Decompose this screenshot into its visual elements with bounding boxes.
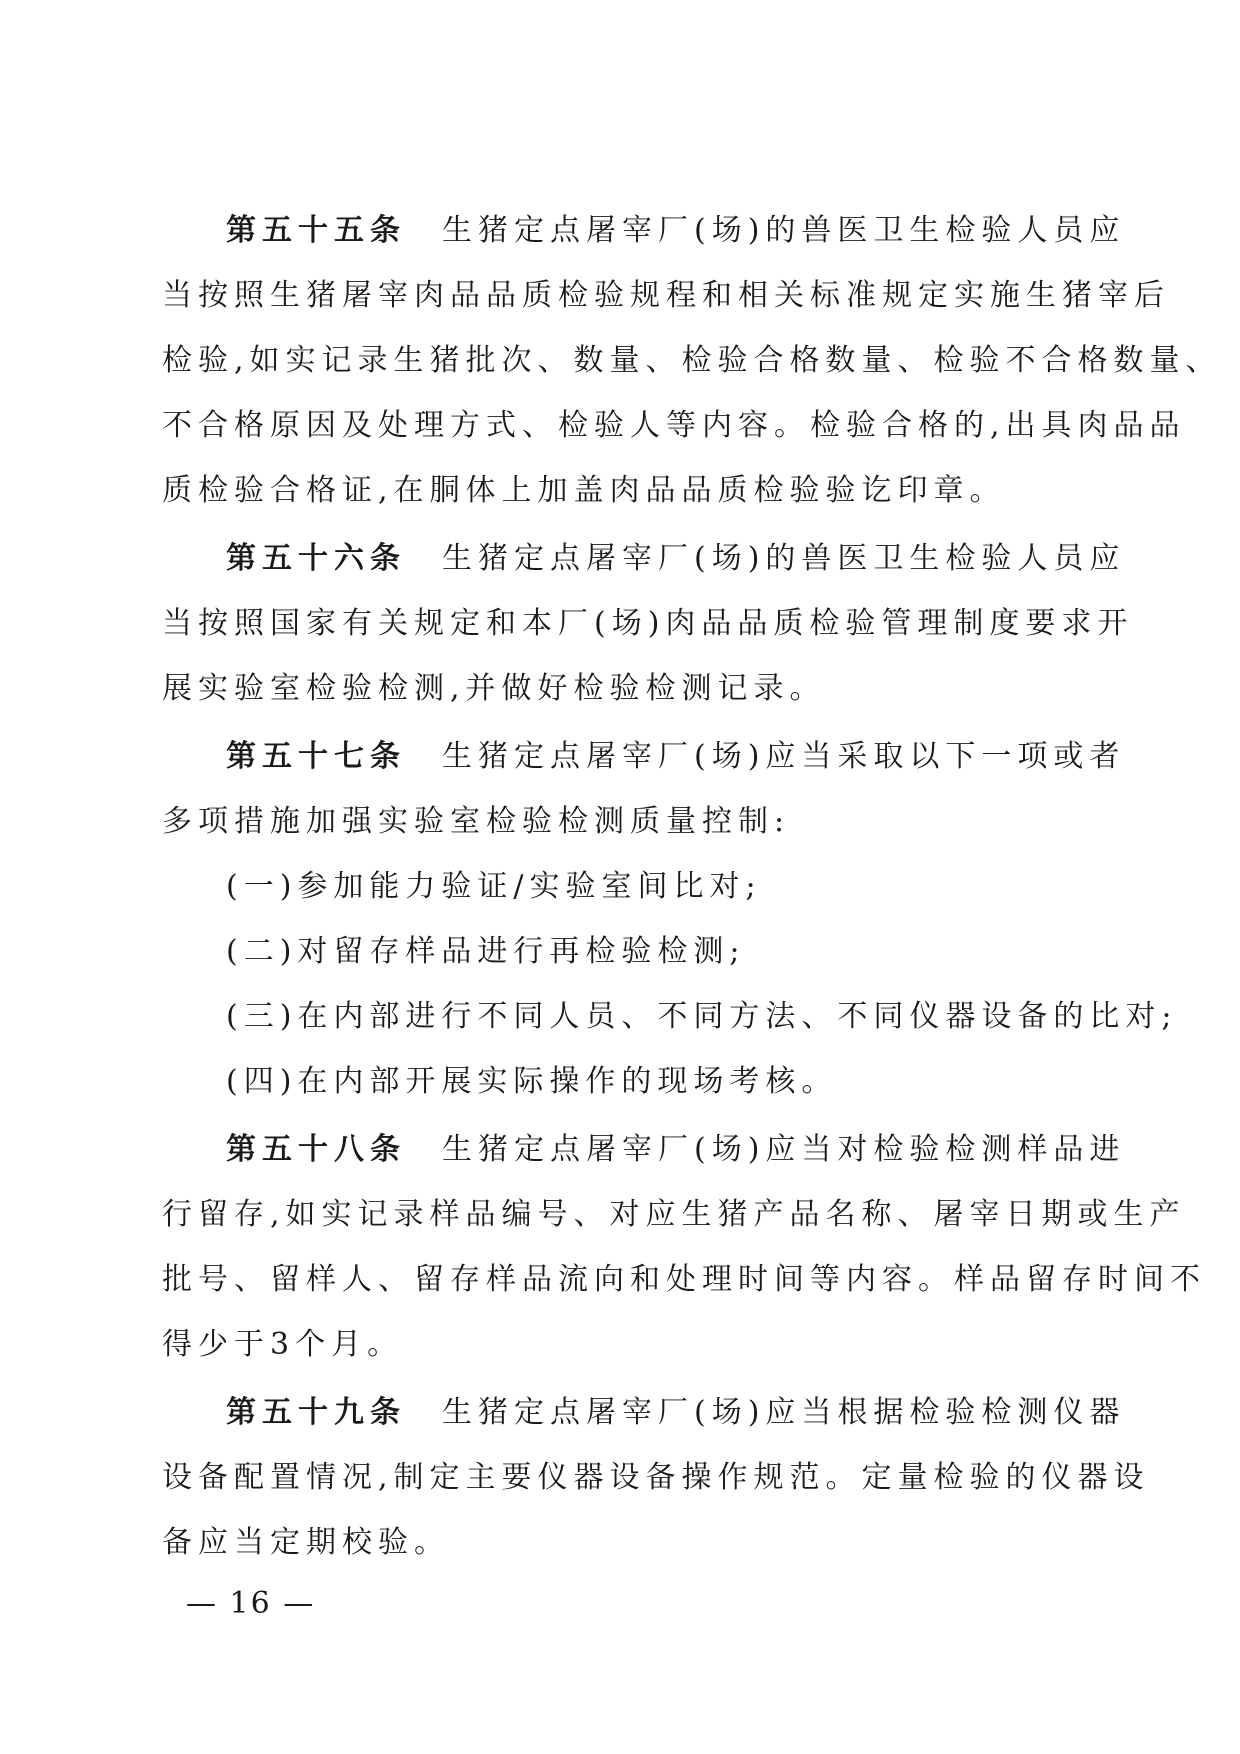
list-item: (四)在内部开展实际操作的现场考核。 (226, 1064, 838, 1099)
article-text: 生猪定点屠宰厂(场)应当采取以下一项或者 (442, 739, 1126, 774)
article-text-line: 展实验室检验检测,并做好检验检测记录。 (162, 671, 826, 706)
article-text-line: 得少于3个月。 (162, 1327, 404, 1362)
article-56 (162, 526, 1134, 721)
article-text-line: 检验,如实记录生猪批次、数量、检验合格数量、检验不合格数量、 (162, 343, 1222, 378)
article-text-line: 设备配置情况,制定主要仪器设备操作规范。定量检验的仪器设 (162, 1460, 1150, 1495)
article-first-line (162, 1380, 1126, 1445)
article-label: 第五十八条 (226, 1132, 406, 1167)
article-text: 生猪定点屠宰厂(场)的兽医卫生检验人员应 (442, 541, 1126, 576)
list-item: (二)对留存样品进行再检验检测; (226, 934, 746, 969)
article-label: 第五十六条 (226, 541, 406, 576)
article-first-line (162, 724, 1126, 789)
article-text-line: 当按照生猪屠宰肉品品质检验规程和相关标准规定实施生猪宰后 (162, 278, 1170, 313)
article-label: 第五十九条 (226, 1395, 406, 1430)
article-first-line (162, 1117, 1126, 1182)
article-text-line: 当按照国家有关规定和本厂(场)肉品品质检验管理制度要求开 (162, 606, 1134, 641)
article-text-line: 批号、留样人、留存样品流向和处理时间等内容。样品留存时间不 (162, 1262, 1206, 1297)
document-body (162, 198, 1222, 1575)
article-text-line: 行留存,如实记录样品编号、对应生猪产品名称、屠宰日期或生产 (162, 1197, 1186, 1232)
article-first-line (162, 526, 1126, 591)
article-57 (162, 724, 1178, 1114)
list-item: (三)在内部进行不同人员、不同方法、不同仪器设备的比对; (226, 999, 1178, 1034)
article-text-line: 不合格原因及处理方式、检验人等内容。检验合格的,出具肉品品 (162, 408, 1186, 443)
article-text: 生猪定点屠宰厂(场)应当对检验检测样品进 (442, 1132, 1126, 1167)
page-number: — 16 — (186, 1586, 316, 1621)
article-label: 第五十五条 (226, 213, 406, 248)
article-label: 第五十七条 (226, 739, 406, 774)
article-text: 生猪定点屠宰厂(场)的兽医卫生检验人员应 (442, 213, 1126, 248)
article-59 (162, 1380, 1150, 1575)
article-text-line: 备应当定期校验。 (162, 1525, 450, 1560)
list-item: (一)参加能力验证/实验室间比对; (226, 869, 762, 904)
article-55 (162, 198, 1222, 523)
article-text-line: 多项措施加强实验室检验检测质量控制: (162, 804, 791, 839)
article-58 (162, 1117, 1206, 1377)
article-text: 生猪定点屠宰厂(场)应当根据检验检测仪器 (442, 1395, 1126, 1430)
article-text-line: 质检验合格证,在胴体上加盖肉品品质检验验讫印章。 (162, 473, 1006, 508)
article-first-line (162, 198, 1126, 263)
